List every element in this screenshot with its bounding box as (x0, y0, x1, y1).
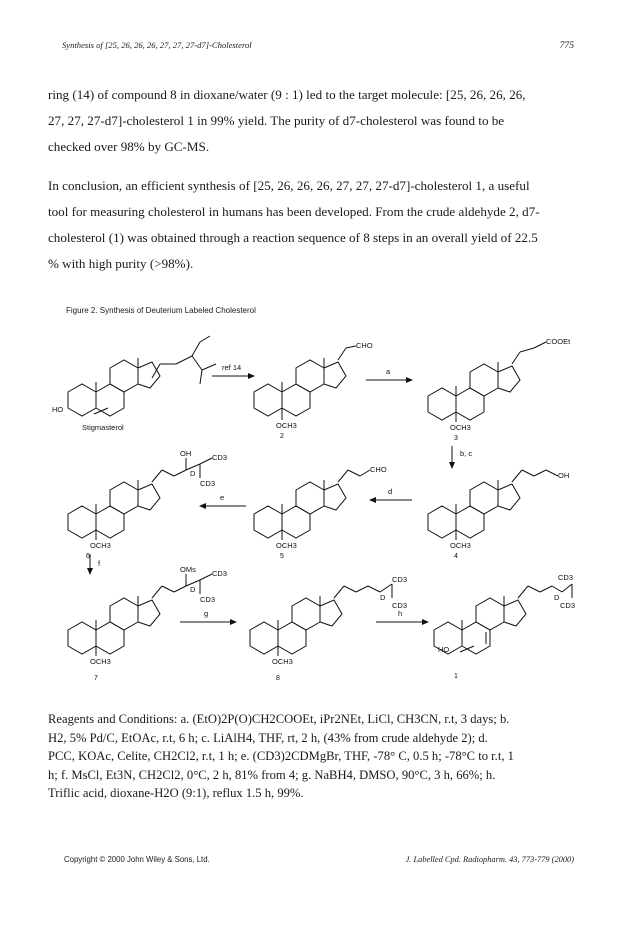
paragraph-line: cholesterol (1) was obtained through a reaction sequence of 8 steps in an overall yield of 22.5 (48, 230, 538, 245)
arrow-label-ref14: ref 14 (222, 363, 242, 372)
structure-compound-6 (68, 449, 227, 560)
cd3-label: CD3 (212, 569, 228, 578)
structure-stigmasterol (52, 336, 216, 432)
oh-label: OH (180, 449, 192, 458)
compound-name-stigmasterol: Stigmasterol (82, 423, 124, 432)
cd3-label: CD3 (392, 601, 408, 610)
compound-number-7: 7 (94, 675, 98, 682)
paragraph-conclusion (48, 173, 596, 277)
conditions-line: Reagents and Conditions: a. (EtO)2P(O)CH2COOEt, iPr2NEt, LiCl, CH3CN, r.t, 3 days; b. (48, 712, 510, 726)
cd3-label: CD3 (558, 573, 574, 582)
paragraph-line: tool for measuring cholesterol in humans has been developed. From the crude aldehyde 2, d7- (48, 204, 540, 219)
synthesis-scheme (40, 318, 580, 693)
paragraph-line: % with high purity (>98%). (48, 256, 194, 271)
conditions-line: PCC, KOAc, Celite, CH2Cl2, r.t, 1 h; e. (CD3)2CDMgBr, THF, -78° C, 0.5 h; -78°C to r.t, 1 (48, 749, 514, 764)
structure-compound-8 (250, 575, 407, 682)
paragraph-results (48, 82, 596, 160)
structure-compound-2 (254, 341, 373, 440)
oms-label: OMs (180, 565, 196, 574)
och3-label: OCH3 (272, 657, 293, 666)
arrow-label-bc: b, c (460, 449, 473, 458)
compound-number-6: 6 (86, 553, 90, 560)
arrow-label-g: g (204, 609, 209, 618)
compound-number-2: 2 (280, 433, 284, 440)
reagents-and-conditions (48, 710, 596, 803)
och3-label: OCH3 (90, 657, 111, 666)
cho-label: CHO (370, 465, 387, 474)
och3-label: OCH3 (276, 541, 297, 550)
paragraph-line: ring (14) of compound 8 in dioxane/water (9 : 1) led to the target molecule: [25, 26, 26, 26, (48, 87, 526, 102)
figure-caption: Figure 2. Synthesis of Deuterium Labeled Cholesterol (66, 306, 256, 315)
arrow-label-f: f (98, 559, 101, 568)
structure-compound-4 (428, 470, 569, 560)
d-label: D (190, 469, 196, 478)
compound-number-3: 3 (454, 435, 458, 442)
ho-label: HO (52, 405, 64, 414)
footer-copyright: Copyright © 2000 John Wiley & Sons, Ltd. (64, 855, 210, 864)
compound-number-4: 4 (454, 553, 458, 560)
compound-number-5: 5 (280, 553, 284, 560)
d-label: D (554, 593, 560, 602)
running-header-title: Synthesis of [25, 26, 26, 26, 27, 27, 27-d7]-Cholesterol (62, 40, 252, 50)
d-label: D (190, 585, 196, 594)
structure-compound-7 (68, 565, 227, 682)
och3-label: OCH3 (450, 423, 471, 432)
footer-citation: J. Labelled Cpd. Radiopharm. 43, 773-779 (2000) (405, 855, 574, 864)
cd3-label: CD3 (200, 479, 216, 488)
cd3-label: CD3 (560, 601, 576, 610)
oh-label: OH (558, 471, 570, 480)
structure-compound-3 (428, 337, 571, 442)
paragraph-line: checked over 98% by GC-MS. (48, 139, 210, 154)
och3-label: OCH3 (276, 421, 297, 430)
arrow-label-h: h (398, 609, 403, 618)
ho-label: HO (438, 645, 450, 654)
cd3-label: CD3 (212, 453, 228, 462)
och3-label: OCH3 (90, 541, 111, 550)
cd3-label: CD3 (392, 575, 408, 584)
arrow-label-a: a (386, 367, 391, 376)
conditions-line: h; f. MsCl, Et3N, CH2Cl2, 0°C, 2 h, 81% from 4; g. NaBH4, DMSO, 90°C, 3 h, 66%; h. (48, 767, 496, 782)
paragraph-line: 27, 27, 27-d7]-cholesterol 1 in 99% yield. The purity of d7-cholesterol was found to be (48, 113, 505, 128)
arrow-label-e: e (220, 493, 225, 502)
cho-label: CHO (356, 341, 373, 350)
arrow-label-d: d (388, 487, 393, 496)
structure-compound-5 (254, 465, 387, 560)
compound-number-1: 1 (454, 673, 458, 680)
och3-label: OCH3 (450, 541, 471, 550)
page-number: 775 (559, 40, 574, 51)
conditions-line: H2, 5% Pd/C, EtOAc, r.t, 6 h; c. LiAlH4, THF, rt, 2 h, (43% from crude aldehyde 2); d. (48, 730, 488, 745)
d-label: D (380, 593, 386, 602)
paragraph-line: In conclusion, an efficient synthesis of [25, 26, 26, 26, 27, 27, 27-d7]-cholesterol 1, a useful (48, 178, 530, 193)
conditions-line: Triflic acid, dioxane-H2O (9:1), reflux 1.5 h, 99%. (48, 786, 304, 801)
cd3-label: CD3 (200, 595, 216, 604)
structure-compound-1 (434, 573, 575, 680)
compound-number-8: 8 (276, 675, 280, 682)
cooet-label: COOEt (546, 337, 571, 346)
